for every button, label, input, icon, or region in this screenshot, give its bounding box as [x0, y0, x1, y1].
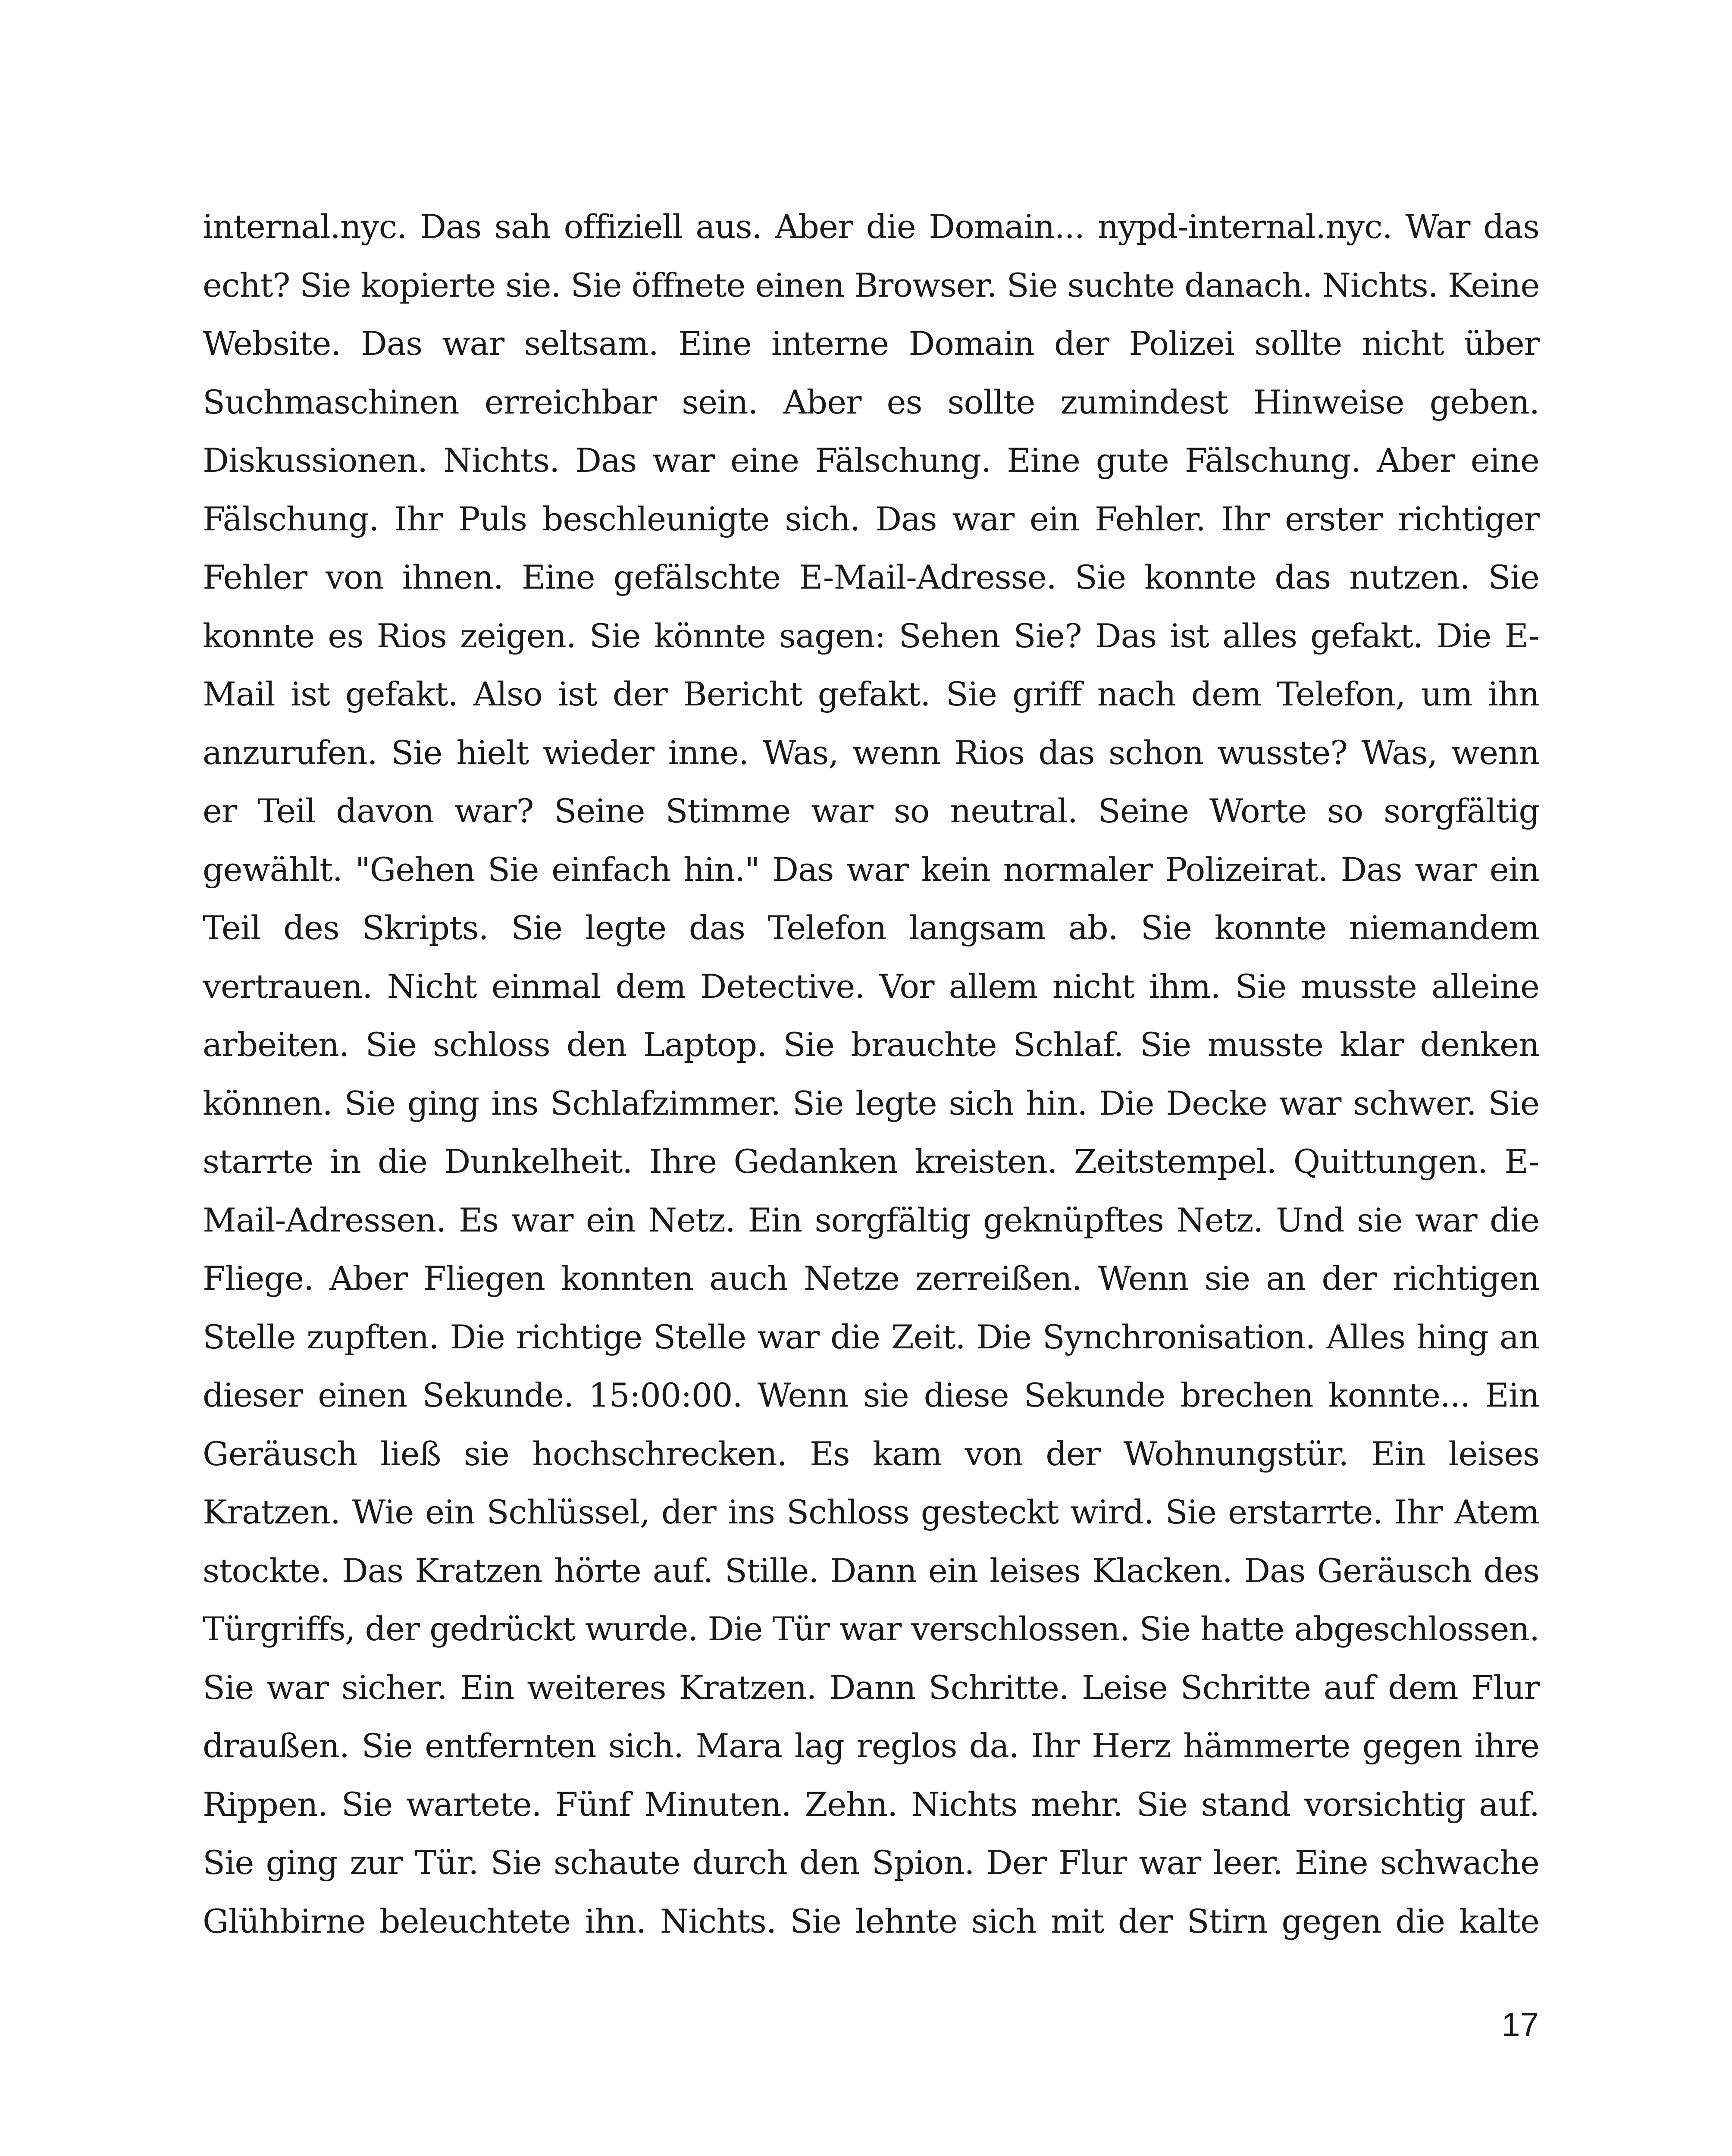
text-line: Website. Das war seltsam. Eine interne Domain der Polizei sollte nicht über [203, 324, 1539, 363]
text-line: konnte es Rios zeigen. Sie könnte sagen: Sehen Sie? Das ist alles gefakt. Die E- [203, 616, 1539, 655]
text-line: Teil des Skripts. Sie legte das Telefon langsam ab. Sie konnte niemandem [203, 909, 1539, 947]
text-line: echt? Sie kopierte sie. Sie öffnete einen Browser. Sie suchte danach. Nichts. Keine [203, 266, 1540, 304]
text-line: Mail-Adressen. Es war ein Netz. Ein sorgfältig geknüpftes Netz. Und sie war die [203, 1200, 1539, 1239]
text-line: anzurufen. Sie hielt wieder inne. Was, wenn Rios das schon wusste? Was, wenn [203, 733, 1539, 772]
text-line: vertrauen. Nicht einmal dem Detective. Vor allem nicht ihm. Sie musste alleine [203, 967, 1539, 1006]
text-line: Geräusch ließ sie hochschrecken. Es kam von der Wohnungstür. Ein leises [203, 1434, 1539, 1473]
text-line: stockte. Das Kratzen hörte auf. Stille. Dann ein leises Klacken. Das Geräusch des [203, 1551, 1539, 1590]
text-line: Türgriffs, der gedrückt wurde. Die Tür war verschlossen. Sie hatte abgeschlossen. [203, 1610, 1539, 1648]
text-line: Fliege. Aber Fliegen konnten auch Netze zerreißen. Wenn sie an der richtigen [203, 1259, 1539, 1297]
text-line: Diskussionen. Nichts. Das war eine Fälschung. Eine gute Fälschung. Aber eine [203, 441, 1539, 479]
body-text [203, 197, 1539, 1950]
text-line: Kratzen. Wie ein Schlüssel, der ins Schloss gesteckt wird. Sie erstarrte. Ihr Atem [203, 1493, 1539, 1531]
text-line: starrte in die Dunkelheit. Ihre Gedanken kreisten. Zeitstempel. Quittungen. E- [203, 1142, 1539, 1181]
text-line: dieser einen Sekunde. 15:00:00. Wenn sie diese Sekunde brechen konnte... Ein [203, 1376, 1539, 1414]
text-line: Glühbirne beleuchtete ihn. Nichts. Sie lehnte sich mit der Stirn gegen die kalte [203, 1902, 1539, 1940]
text-line: können. Sie ging ins Schlafzimmer. Sie legte sich hin. Die Decke war schwer. Sie [203, 1084, 1539, 1122]
text-line: arbeiten. Sie schloss den Laptop. Sie brauchte Schlaf. Sie musste klar denken [203, 1025, 1539, 1064]
page-number: 17 [1501, 2006, 1539, 2043]
text-line: gewählt. "Gehen Sie einfach hin." Das war kein normaler Polizeirat. Das war ein [203, 850, 1539, 889]
text-line: Mail ist gefakt. Also ist der Bericht gefakt. Sie griff nach dem Telefon, um ihn [203, 675, 1539, 713]
text-line: draußen. Sie entfernten sich. Mara lag reglos da. Ihr Herz hämmerte gegen ihre [203, 1727, 1539, 1765]
text-line: internal.nyc. Das sah offiziell aus. Aber die Domain... nypd-internal.nyc. War das [203, 207, 1539, 246]
text-line: Stelle zupften. Die richtige Stelle war die Zeit. Die Synchronisation. Alles hing an [203, 1317, 1539, 1356]
text-line: Suchmaschinen erreichbar sein. Aber es sollte zumindest Hinweise geben. [203, 382, 1539, 421]
text-line: Fälschung. Ihr Puls beschleunigte sich. Das war ein Fehler. Ihr erster richtiger [203, 499, 1539, 538]
text-line: Fehler von ihnen. Eine gefälschte E-Mail-Adresse. Sie konnte das nutzen. Sie [203, 558, 1539, 596]
text-line: er Teil davon war? Seine Stimme war so neutral. Seine Worte so sorgfältig [203, 792, 1539, 830]
text-line: Sie war sicher. Ein weiteres Kratzen. Dann Schritte. Leise Schritte auf dem Flur [203, 1668, 1539, 1707]
text-line: Rippen. Sie wartete. Fünf Minuten. Zehn. Nichts mehr. Sie stand vorsichtig auf. [203, 1785, 1539, 1824]
text-line: Sie ging zur Tür. Sie schaute durch den Spion. Der Flur war leer. Eine schwache [203, 1843, 1539, 1882]
